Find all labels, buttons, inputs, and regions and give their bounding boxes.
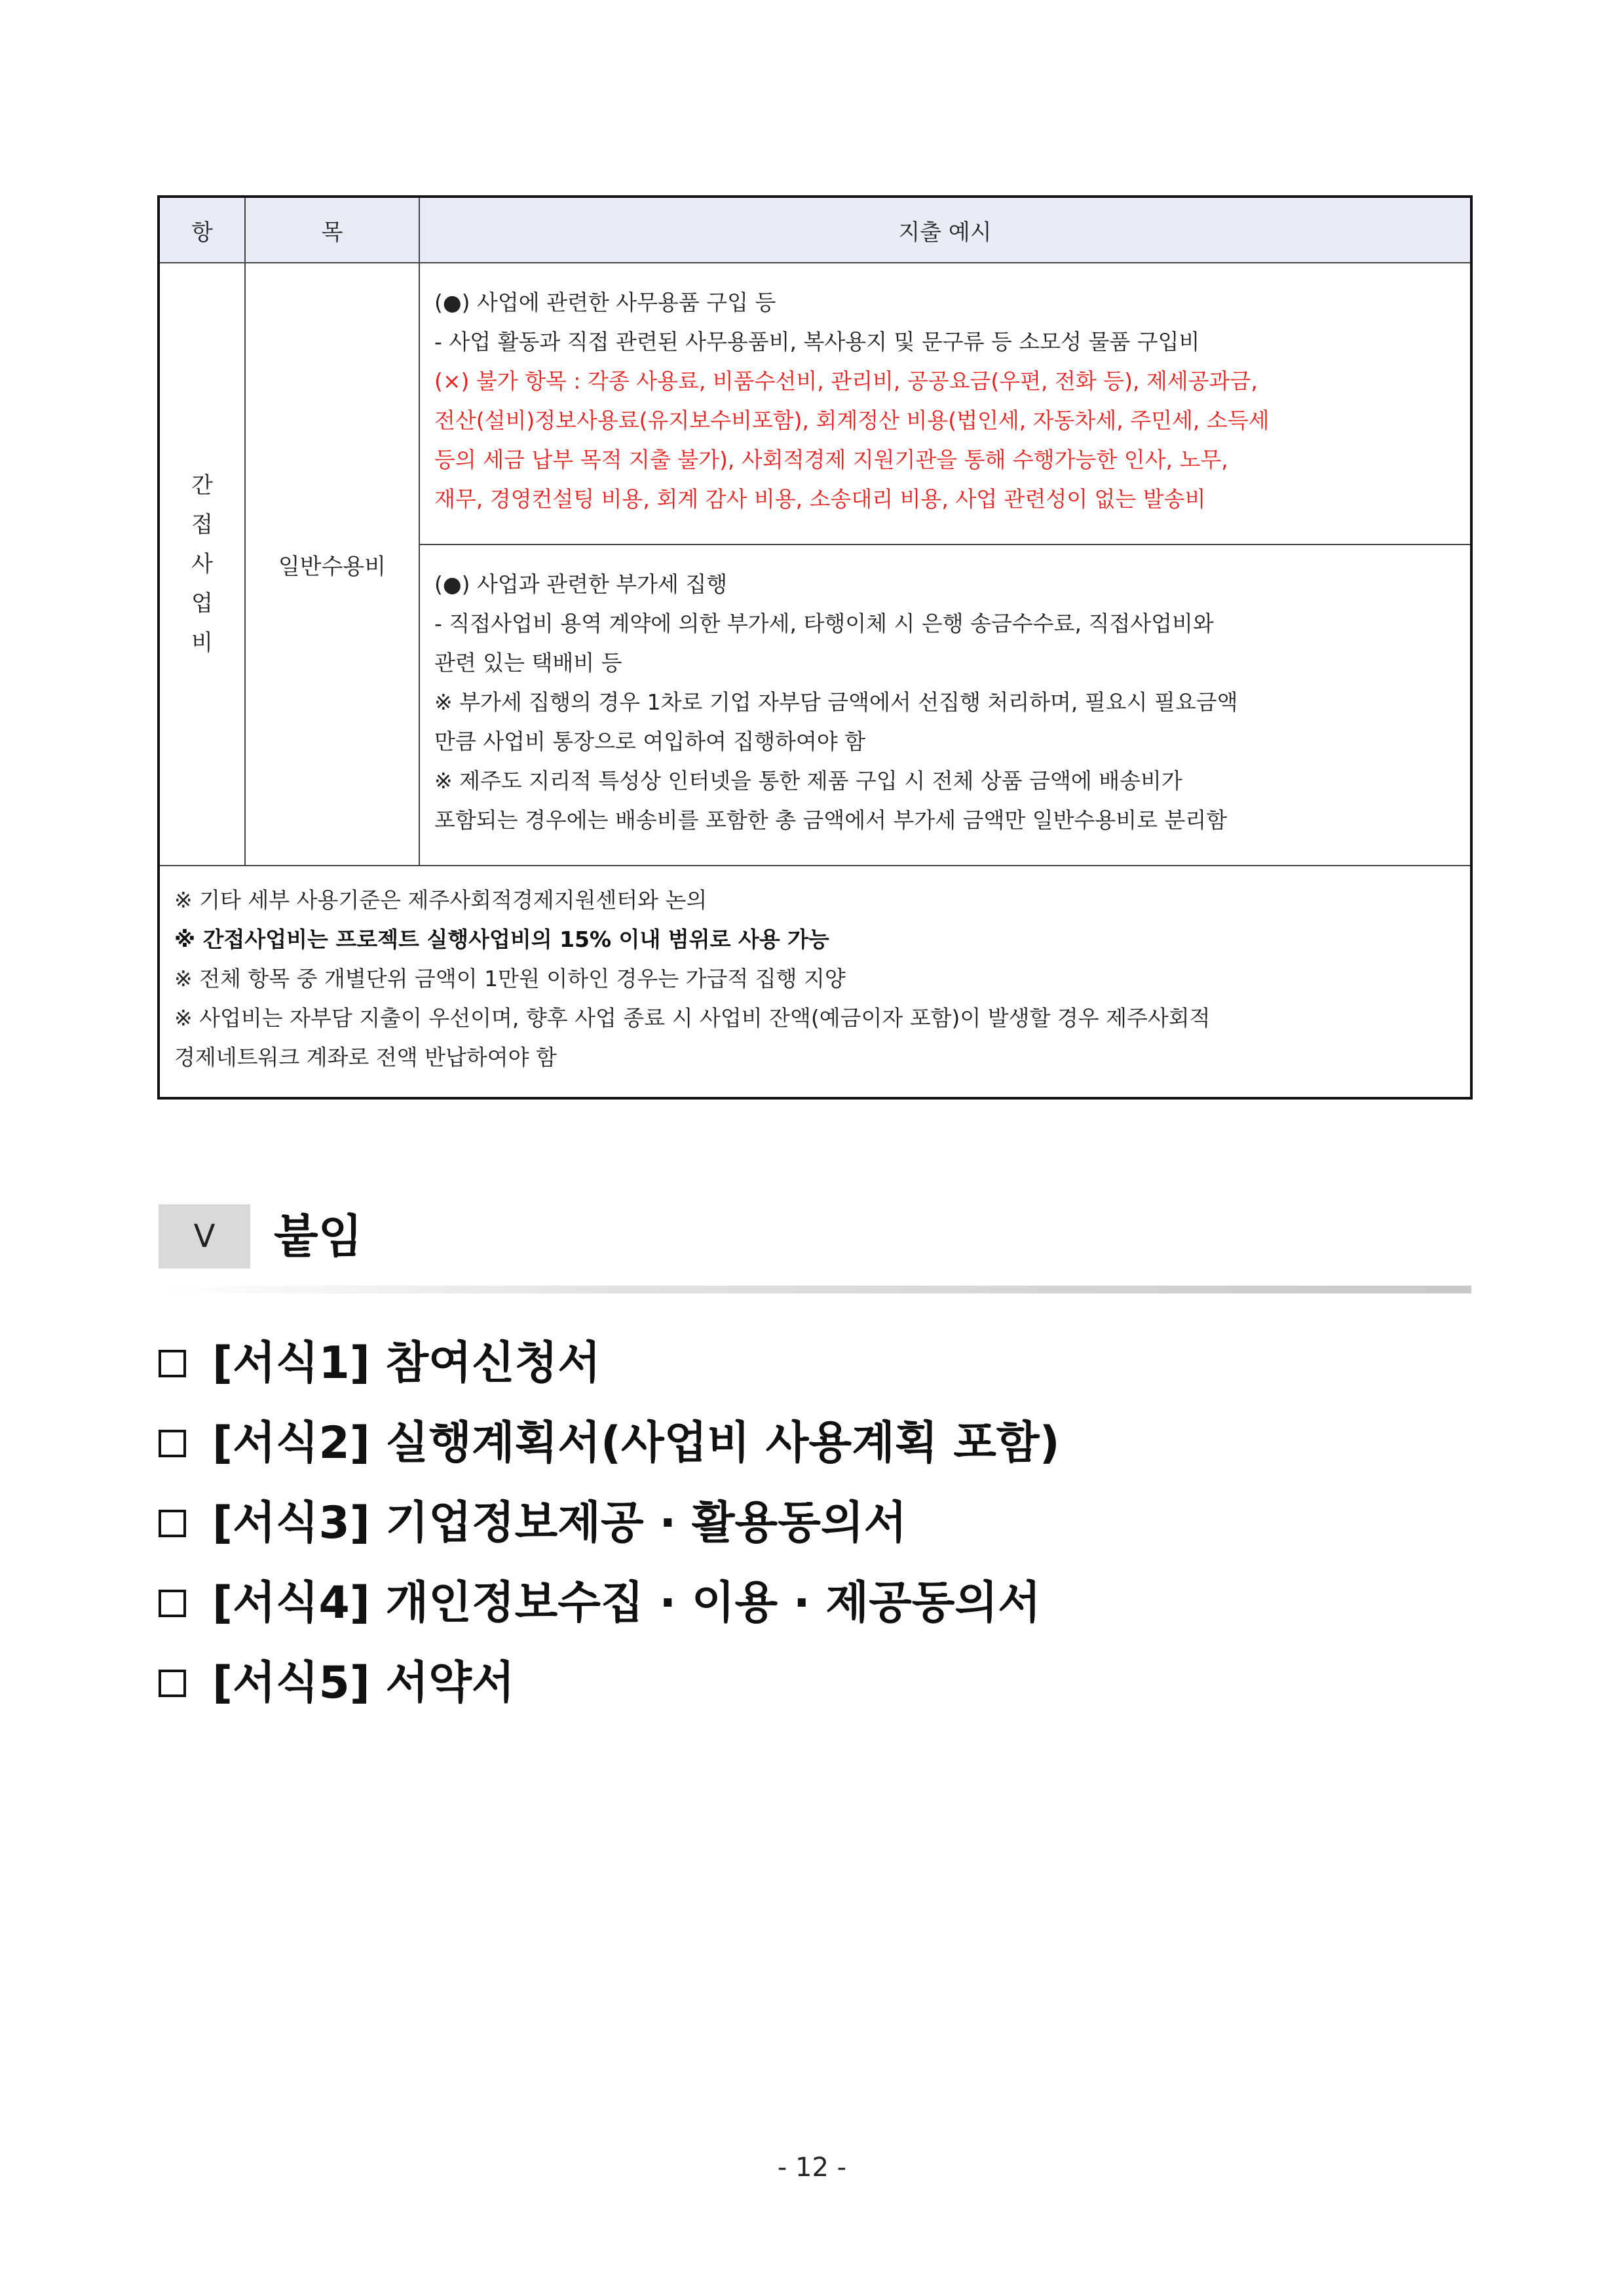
table-row (159, 866, 1471, 1098)
attachment-label: [서식1] 참여신청서 (212, 1337, 601, 1389)
section-title: 붙임 (274, 1210, 363, 1263)
table-row (159, 263, 1471, 545)
expense-table (157, 195, 1473, 1100)
checkbox-icon (159, 1590, 186, 1617)
category-char: 비 (191, 630, 213, 656)
list-item (159, 1483, 1060, 1563)
checkbox-icon (159, 1510, 186, 1537)
checkbox-icon (159, 1350, 186, 1377)
list-item (159, 1404, 1060, 1483)
restricted-line: 전산(설비)정보사용료(유지보수비포함), 회계정산 비용(법인세, 자동차세, 주민세, 소득세 (434, 408, 1270, 433)
checkbox-icon (159, 1670, 186, 1697)
category-cell (159, 263, 245, 866)
detail-line: - 사업 활동과 직접 관련된 사무용품비, 복사용지 및 문구류 등 소모성 물품 구입비 (434, 329, 1200, 354)
attachment-label: [서식4] 개인정보수집 · 이용 · 제공동의서 (212, 1577, 1041, 1629)
category-char: 업 (191, 590, 213, 617)
category-char: 간 (191, 472, 213, 499)
detail-line: ※ 부가세 집행의 경우 1차로 기업 자부담 금액에서 선집행 처리하며, 필요시 필요금액 (434, 689, 1238, 715)
attachment-list (159, 1324, 1060, 1723)
header-hang: 항 (159, 197, 245, 263)
notes-cell (159, 866, 1471, 1098)
detail-block-2 (419, 545, 1471, 866)
header-mok: 목 (245, 197, 419, 263)
category-char: 사 (191, 551, 213, 577)
detail-line: (●) 사업에 관련한 사무용품 구입 등 (434, 290, 776, 315)
list-item (159, 1643, 1060, 1723)
note-line-emphasis: ※ 간접사업비는 프로젝트 실행사업비의 15% 이내 범위로 사용 가능 (174, 927, 829, 952)
attachment-label: [서식3] 기업정보제공 · 활용동의서 (212, 1497, 907, 1549)
note-line: 경제네트워크 계좌로 전액 반납하여야 함 (174, 1044, 557, 1070)
checkbox-icon (159, 1430, 186, 1457)
attachment-label: [서식2] 실행계획서(사업비 사용계획 포함) (212, 1417, 1060, 1469)
detail-block-1 (419, 263, 1471, 545)
section-divider (159, 1286, 1471, 1293)
detail-line: 관련 있는 택배비 등 (434, 650, 622, 676)
list-item (159, 1563, 1060, 1643)
page-number: - 12 - (777, 2152, 847, 2183)
header-example: 지출 예시 (419, 197, 1471, 263)
detail-line: 포함되는 경우에는 배송비를 포함한 총 금액에서 부가세 금액만 일반수용비로 분리함 (434, 807, 1228, 833)
list-item (159, 1324, 1060, 1404)
restricted-line: (×) 불가 항목 : 각종 사용료, 비품수선비, 관리비, 공공요금(우편, 전화 등), 제세공과금, (434, 368, 1258, 394)
detail-line: ※ 제주도 지리적 특성상 인터넷을 통한 제품 구입 시 전체 상품 금액에 배송비가 (434, 768, 1182, 794)
restricted-line: 재무, 경영컨설팅 비용, 회계 감사 비용, 소송대리 비용, 사업 관련성이 없는 발송비 (434, 486, 1206, 512)
detail-line: 만큼 사업비 통장으로 여입하여 집행하여야 함 (434, 729, 866, 754)
note-line: ※ 전체 항목 중 개별단위 금액이 1만원 이하인 경우는 가급적 집행 지양 (174, 966, 846, 991)
category-char: 접 (191, 512, 213, 538)
note-line: ※ 사업비는 자부담 지출이 우선이며, 향후 사업 종료 시 사업비 잔액(예금이자 포함)이 발생할 경우 제주사회적 (174, 1005, 1211, 1031)
detail-line: - 직접사업비 용역 계약에 의한 부가세, 타행이체 시 은행 송금수수료, 직접사업비와 (434, 611, 1214, 636)
item-name-cell: 일반수용비 (245, 263, 419, 866)
section-number: Ⅴ (159, 1204, 250, 1269)
detail-line: (●) 사업과 관련한 부가세 집행 (434, 571, 728, 597)
table-header-row (159, 197, 1471, 263)
attachment-label: [서식5] 서약서 (212, 1657, 515, 1709)
note-line: ※ 기타 세부 사용기준은 제주사회적경제지원센터와 논의 (174, 887, 708, 913)
restricted-line: 등의 세금 납부 목적 지출 불가), 사회적경제 지원기관을 통해 수행가능한 인사, 노무, (434, 447, 1228, 472)
